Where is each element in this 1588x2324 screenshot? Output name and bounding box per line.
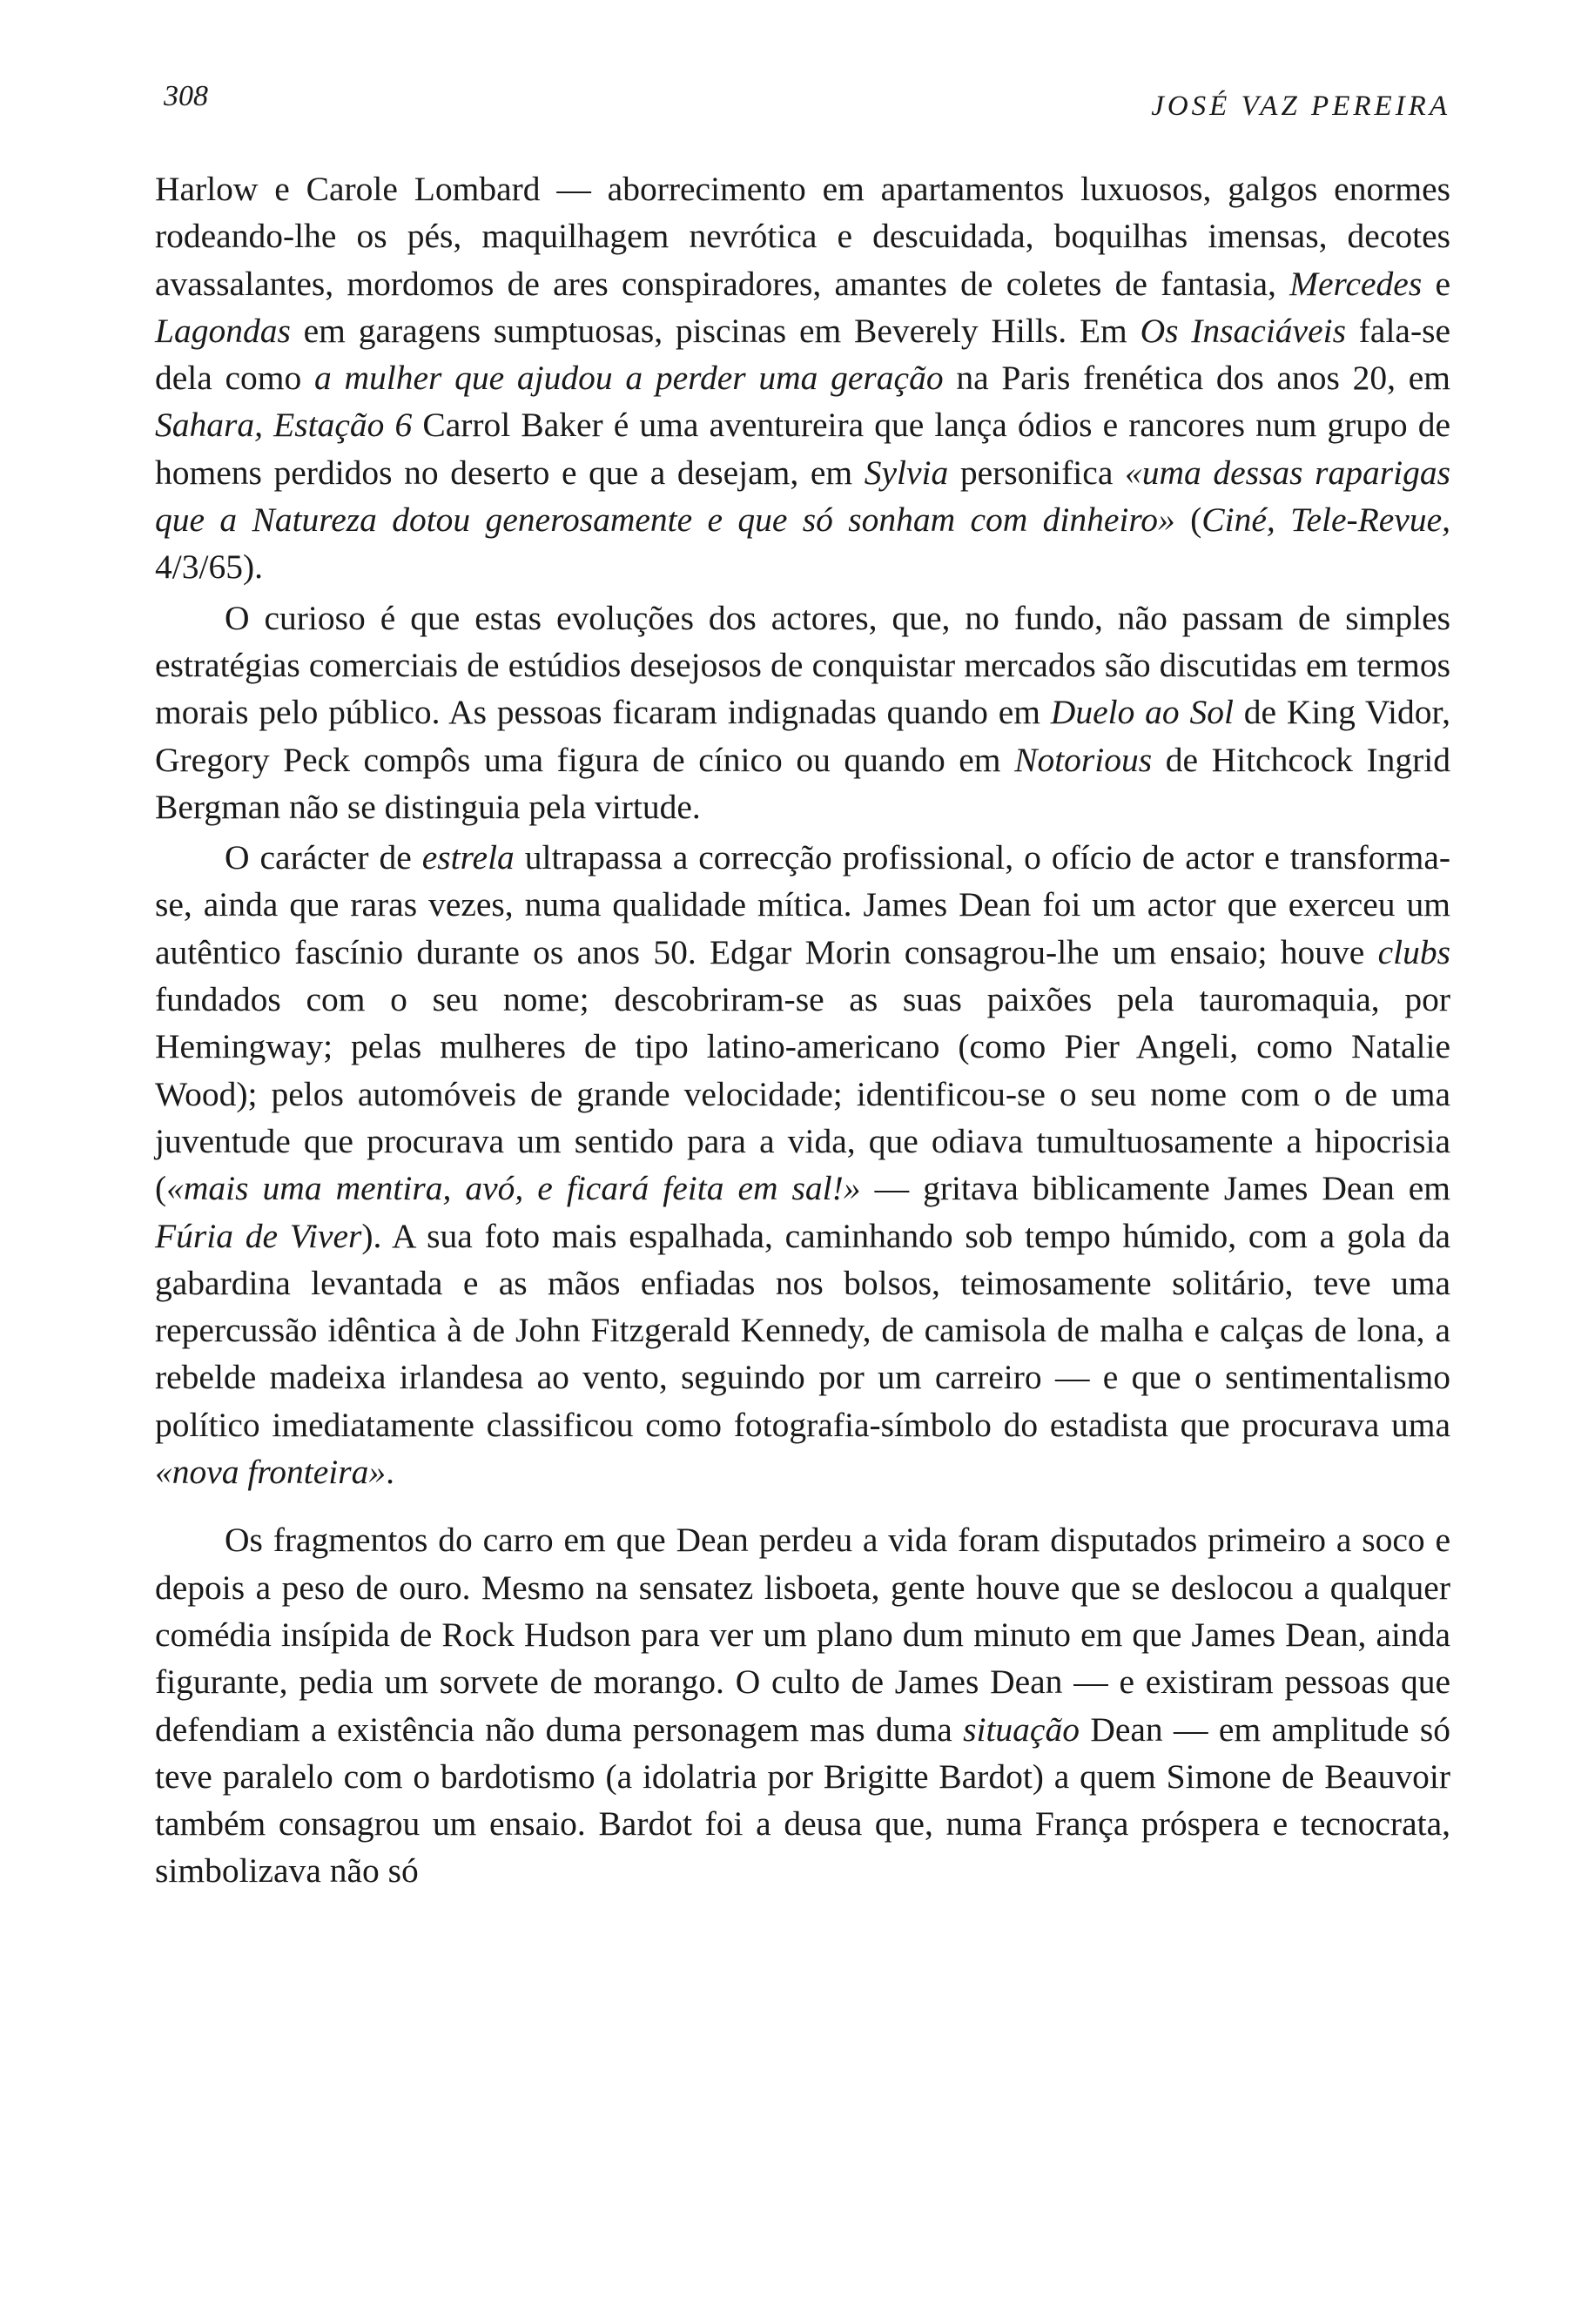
text-run: . (386, 1453, 395, 1492)
italic-text-run: situação (963, 1709, 1080, 1749)
text-run: ( (1174, 500, 1202, 540)
text-run: de Hitchcock Ingrid Bergman não se distinguia pela virtude. (155, 740, 1450, 826)
italic-text-run: Fúria de Viver (155, 1216, 362, 1255)
italic-text-run: Lagondas (155, 311, 291, 350)
paragraph (155, 1516, 1450, 1894)
text-run: e (1422, 264, 1450, 303)
text-run: O curioso é que estas evoluções dos actores, que, no fundo, não passam de simples estratégias comerciais de estúdios desejosos de conquistar mercados são discutidas em termos morais pelo público. As pessoas ficaram indignadas quando em (155, 598, 1450, 732)
text-run: fundados com o seu nome; descobriram-se as suas paixões pela tauromaquia, por Hemingway; pelas mulheres de tipo latino-americano (como Pier Angeli, como Natalie Wood); pelos automóveis de grande velocidade; identificou-se o seu nome com o de uma juventude que procurava um sentido para a vida, que odiava tumultuosamente a hipocrisia ( (155, 980, 1450, 1208)
text-run: de King Vidor, Gregory Peck compôs uma figura de cínico ou quando em (155, 693, 1450, 779)
italic-text-run: Duelo ao Sol (1050, 693, 1234, 732)
running-head-author: JOSÉ VAZ PEREIRA (1151, 91, 1450, 122)
text-run: ultrapassa a correcção profissional, o ofício de actor e transforma-se, ainda que raras vezes, numa qualidade mítica. James Dean foi um actor que exerceu um autêntico fascínio durante os anos 50. Edgar Morin consagrou-lhe um ensaio; houve (155, 838, 1450, 971)
paragraph (155, 834, 1450, 1495)
paragraph (155, 594, 1450, 830)
page-header (155, 80, 1450, 132)
text-run: Harlow e Carole Lombard — aborrecimento em apartamentos luxuosos, galgos enormes rodeando-lhe os pés, maquilhagem nevrótica e descuidada, boquilhas imensas, decotes avassalantes, mordomos de ares conspiradores, amantes de coletes de fantasia, (155, 170, 1450, 303)
italic-text-run: «mais uma mentira, avó, e ficará feita em sal!» (166, 1169, 861, 1208)
text-run: O carácter de (225, 838, 422, 877)
text-run: personifica (948, 453, 1125, 492)
italic-text-run: Mercedes (1289, 264, 1423, 303)
paragraph (155, 165, 1450, 591)
text-run: na Paris frenética dos anos 20, em (943, 359, 1451, 398)
italic-text-run: clubs (1377, 932, 1450, 971)
italic-text-run: Sahara, Estação 6 (155, 406, 413, 445)
text-run: ). A sua foto mais espalhada, caminhando sob tempo húmido, com a gola da gabardina levantada e as mãos enfiadas nos bolsos, teimosamente solitário, teve uma repercussão idêntica à de John Fitzgerald Kennedy, de camisola de malha e calças de lona, a rebelde madeixa irlandesa ao vento, seguindo por um carreiro — e que o sentimentalismo político imediatamente classificou como fotografia-símbolo do estadista que procurava uma (155, 1216, 1450, 1444)
italic-text-run: Sylvia (864, 453, 949, 492)
text-run: fala-se dela como (155, 311, 1451, 398)
italic-text-run: «nova fronteira» (155, 1453, 387, 1492)
italic-text-run: a mulher que ajudou a perder uma geração (314, 359, 944, 398)
text-run: Dean — em amplitude só teve paralelo com o bardotismo (a idolatria por Brigitte Bardot) a quem Simone de Beauvoir também consagrou um ensaio. Bardot foi a deusa que, numa França próspera e tecnocrata, simbolizava não só (155, 1709, 1450, 1891)
italic-text-run: «uma dessas raparigas que a Natureza dotou generosamente e que só sonham com dinheiro» (155, 453, 1450, 540)
body-text (155, 165, 1450, 1895)
italic-text-run: estrela (421, 838, 515, 877)
text-run: — gritava biblicamente James Dean em (860, 1169, 1450, 1208)
italic-text-run: Notorious (1014, 740, 1153, 779)
italic-text-run: Os Insaciáveis (1140, 311, 1346, 350)
text-run: Carrol Baker é uma aventureira que lança ódios e rancores num grupo de homens perdidos no deserto e que a desejam, em (155, 406, 1450, 492)
page-number: 308 (164, 80, 208, 112)
text-run: em garagens sumptuosas, piscinas em Beverely Hills. Em (290, 311, 1141, 350)
text-run: Os fragmentos do carro em que Dean perdeu a vida foram disputados primeiro a soco e depois a peso de ouro. Mesmo na sensatez lisboeta, gente houve que se deslocou a qualquer comédia insípida de Rock Hudson para ver um plano dum minuto em que James Dean, ainda figurante, pedia um sorvete de morango. O culto de James Dean — e existiram pessoas que defendiam a existência não duma personagem mas duma (155, 1521, 1450, 1749)
italic-text-run: Ciné, Tele-Revue, (1201, 500, 1450, 540)
text-run: 4/3/65). (155, 547, 263, 587)
